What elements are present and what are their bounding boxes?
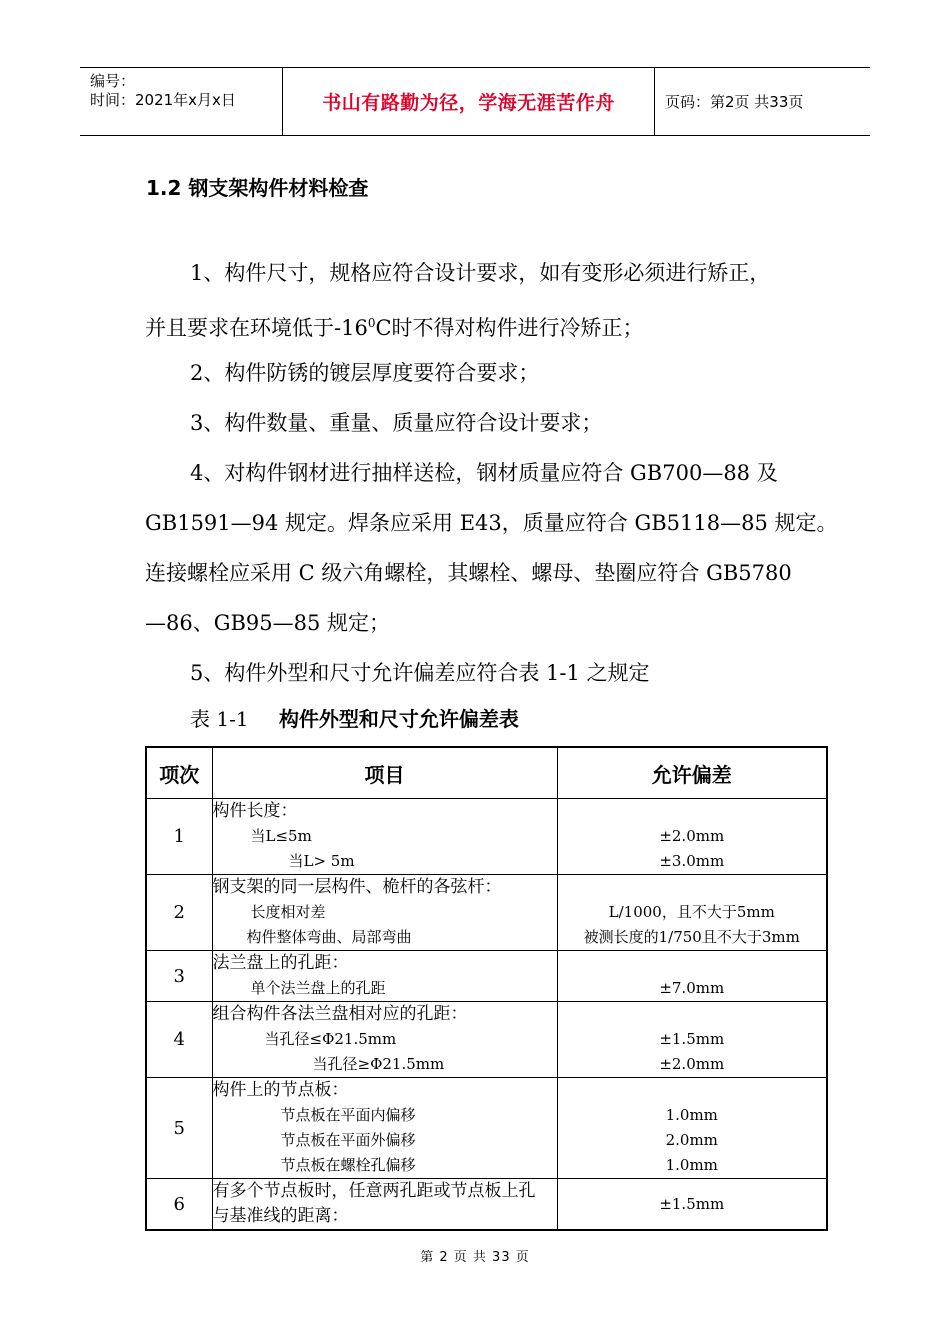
item-sub: 节点板在平面外偏移 xyxy=(280,1131,416,1149)
header-motto: 书山有路勤为径，学海无涯苦作舟 xyxy=(283,68,655,135)
item-heading: 法兰盘上的孔距： xyxy=(212,953,349,973)
row-item xyxy=(212,1002,557,1078)
p1-superscript: 0 xyxy=(367,316,376,330)
item-sub: 节点板在螺栓孔偏移 xyxy=(280,1156,416,1174)
row-item xyxy=(212,1078,557,1179)
table-row xyxy=(146,1002,827,1078)
item-sub: 当孔径≥Φ21.5mm xyxy=(312,1055,445,1073)
row-tolerance xyxy=(557,799,827,875)
paragraph-1-line-2 xyxy=(145,298,835,353)
tolerance-value: ±1.5mm xyxy=(659,1030,725,1048)
row-tolerance xyxy=(557,875,827,951)
row-tolerance xyxy=(557,1002,827,1078)
tolerance-value: ±3.0mm xyxy=(659,852,725,870)
row-item xyxy=(212,875,557,951)
item-heading: 有多个节点板时，任意两孔距或节点板上孔与基准线的距离： xyxy=(212,1181,536,1226)
header-page-info: 页码：第2页 共33页 xyxy=(665,93,804,111)
row-number: 1 xyxy=(146,799,212,875)
item-sub: 节点板在平面内偏移 xyxy=(280,1106,416,1124)
tolerance-value: ±2.0mm xyxy=(659,827,725,845)
item-sub: 当L> 5m xyxy=(288,852,355,870)
table-caption-number: 表 1-1 xyxy=(190,707,249,731)
item-sub: 构件整体弯曲、局部弯曲 xyxy=(246,928,412,946)
row-tolerance xyxy=(557,951,827,1002)
p1-text-a: 并且要求在环境低于-16 xyxy=(145,316,368,340)
row-item xyxy=(212,951,557,1002)
paragraph-4-line-4: —86、GB95—85 规定； xyxy=(145,611,391,635)
paragraph-1-line-1: 1、构件尺寸，规格应符合设计要求，如有变形必须进行矫正， xyxy=(190,261,771,285)
paragraph-4-line-1: 4、对构件钢材进行抽样送检，钢材质量应符合 GB700—88 及 xyxy=(190,461,778,485)
paragraph-5: 5、构件外型和尺寸允许偏差应符合表 1-1 之规定 xyxy=(190,661,650,685)
row-item xyxy=(212,799,557,875)
tolerance-value: ±2.0mm xyxy=(659,1055,725,1073)
page-footer: 第 2 页 共 33 页 xyxy=(420,1250,530,1265)
table-caption xyxy=(190,703,519,732)
page-header xyxy=(80,67,870,136)
item-sub: 单个法兰盘上的孔距 xyxy=(250,979,386,997)
paragraph-4-line-3: 连接螺栓应采用 C 级六角螺栓，其螺栓、螺母、垫圈应符合 GB5780 xyxy=(145,561,792,585)
row-number: 6 xyxy=(146,1179,212,1231)
tolerance-value: 2.0mm xyxy=(665,1131,718,1149)
row-number: 2 xyxy=(146,875,212,951)
row-item xyxy=(212,1179,557,1231)
tolerance-value: 被测长度的1/750且不大于3mm xyxy=(583,928,800,946)
header-item: 项目 xyxy=(212,747,557,799)
row-number: 3 xyxy=(146,951,212,1002)
tolerance-value: L/1000，且不大于5mm xyxy=(608,903,775,921)
item-sub: 当孔径≤Φ21.5mm xyxy=(264,1030,397,1048)
number-label: 编号： xyxy=(90,72,136,90)
paragraph-3: 3、构件数量、重量、质量应符合设计要求； xyxy=(190,411,603,435)
row-tolerance: ±1.5mm xyxy=(557,1179,827,1231)
table-caption-title: 构件外型和尺寸允许偏差表 xyxy=(278,707,519,731)
paragraph-4-line-2: GB1591—94 规定。焊条应采用 E43，质量应符合 GB5118—85 规定。 xyxy=(145,511,838,535)
item-heading: 构件上的节点板： xyxy=(212,1080,349,1100)
row-number: 4 xyxy=(146,1002,212,1078)
time-label: 时间：2021年x月x日 xyxy=(90,91,236,109)
tolerance-value: 1.0mm xyxy=(665,1106,718,1124)
table-row xyxy=(146,875,827,951)
item-sub: 长度相对差 xyxy=(250,903,326,921)
row-tolerance xyxy=(557,1078,827,1179)
table-row xyxy=(146,799,827,875)
header-meta xyxy=(80,68,283,135)
header-tolerance: 允许偏差 xyxy=(557,747,827,799)
table-row xyxy=(146,951,827,1002)
tolerance-value: 1.0mm xyxy=(665,1156,718,1174)
header-no: 项次 xyxy=(146,747,212,799)
row-number: 5 xyxy=(146,1078,212,1179)
item-heading: 构件长度： xyxy=(212,801,298,821)
tolerance-value: ±7.0mm xyxy=(659,979,725,997)
item-sub: 当L≤5m xyxy=(250,827,312,845)
p1-text-b: C时不得对构件进行冷矫正； xyxy=(375,316,644,340)
table-row xyxy=(146,1179,827,1231)
table-header-row xyxy=(146,747,827,799)
deviation-table xyxy=(145,746,828,1231)
table-row xyxy=(146,1078,827,1179)
section-title: 1.2 钢支架构件材料检查 xyxy=(146,176,369,200)
paragraph-2: 2、构件防锈的镀层厚度要符合要求； xyxy=(190,361,540,385)
item-heading: 钢支架的同一层构件、桅杆的各弦杆： xyxy=(212,877,502,897)
item-heading: 组合构件各法兰盘相对应的孔距： xyxy=(212,1004,468,1024)
